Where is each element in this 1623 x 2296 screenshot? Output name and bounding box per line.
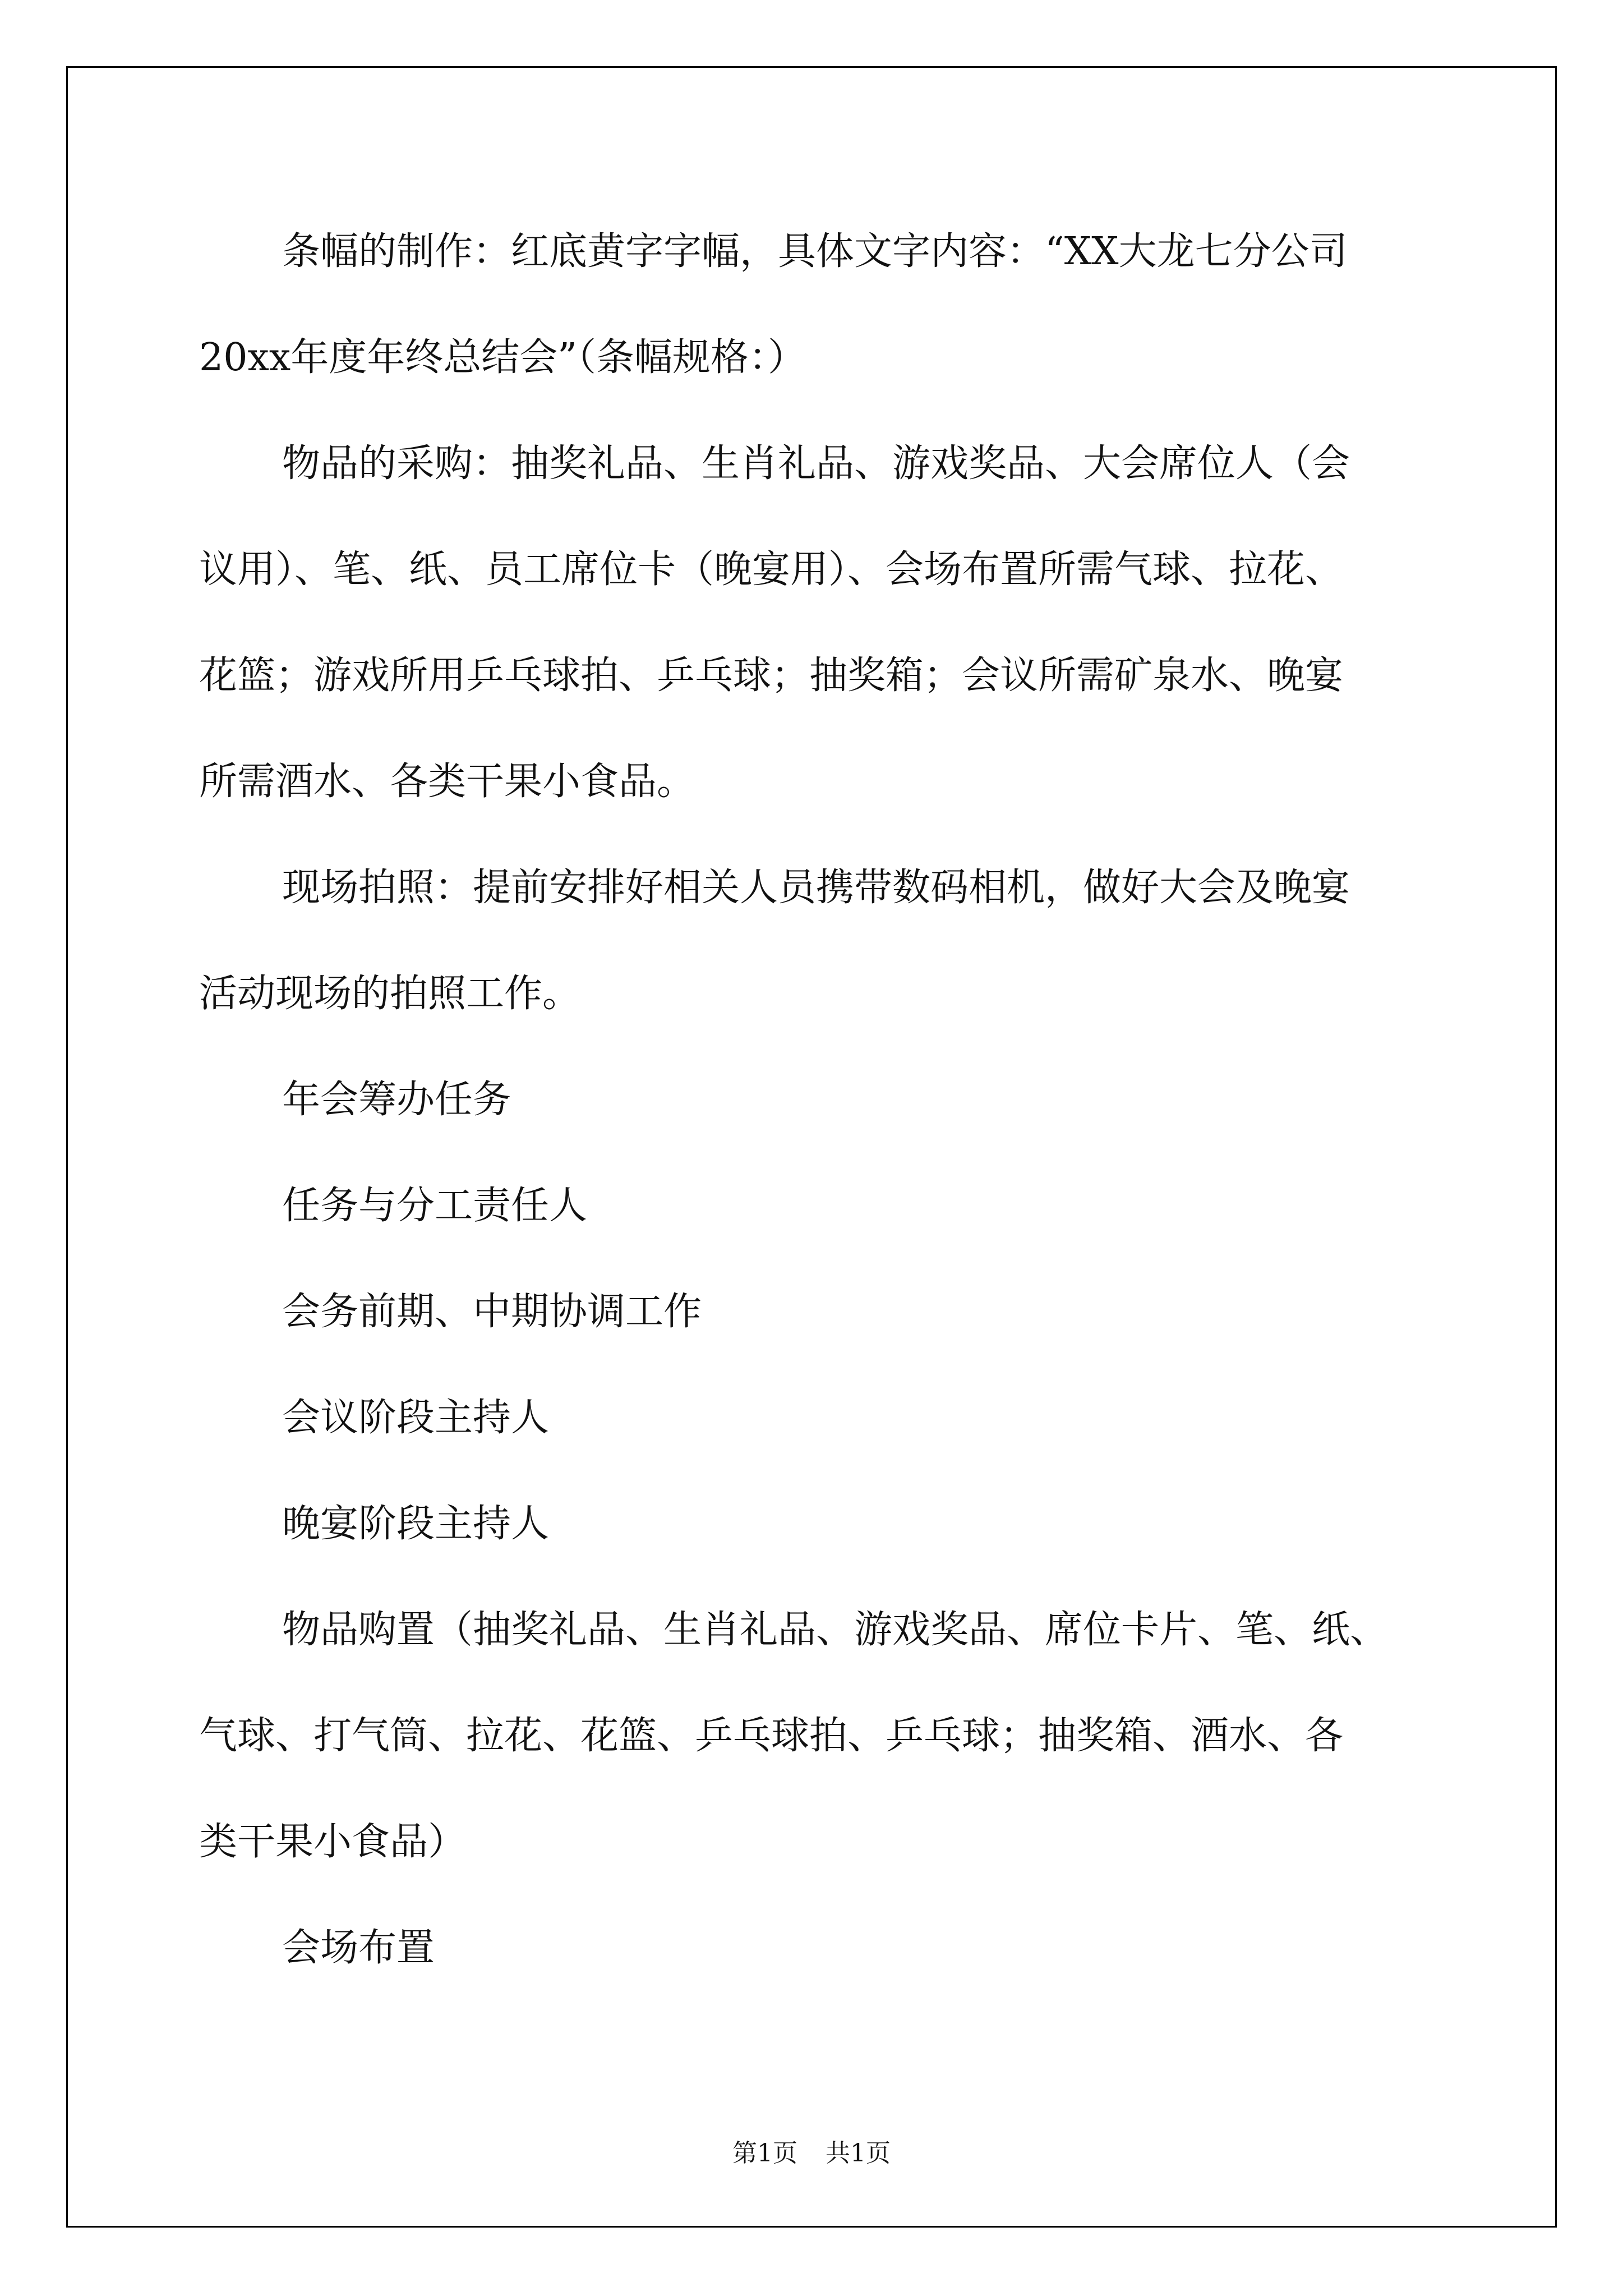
paragraph-5: 任务与分工责任人 bbox=[282, 1184, 588, 1228]
paragraph-6: 会务前期、中期协调工作 bbox=[282, 1290, 702, 1334]
paragraph-2-line-3: 花篮；游戏所用乒乓球拍、乒乓球；抽奖箱；会议所需矿泉水、晚宴 bbox=[199, 654, 1344, 698]
paragraph-8: 晚宴阶段主持人 bbox=[282, 1502, 550, 1546]
paragraph-2-line-2: 议用）、笔、纸、员工席位卡（晚宴用）、会场布置所需气球、拉花、 bbox=[199, 547, 1344, 592]
page-number-total: 共1页 bbox=[826, 2139, 891, 2168]
paragraph-9-line-2: 气球、打气筒、拉花、花篮、乒乓球拍、乒乓球；抽奖箱、酒水、各 bbox=[199, 1714, 1344, 1758]
page-number-current: 第1页 bbox=[732, 2139, 797, 2168]
paragraph-2-line-1: 物品的采购：抽奖礼品、生肖礼品、游戏奖品、大会席位人（会 bbox=[282, 441, 1350, 486]
paragraph-9-line-1: 物品购置（抽奖礼品、生肖礼品、游戏奖品、席位卡片、笔、纸、 bbox=[282, 1608, 1389, 1652]
page-footer bbox=[0, 2133, 1623, 2169]
paragraph-3-line-1: 现场拍照：提前安排好相关人员携带数码相机，做好大会及晚宴 bbox=[282, 866, 1350, 910]
paragraph-10: 会场布置 bbox=[282, 1926, 435, 1970]
page-border bbox=[66, 66, 1557, 2228]
paragraph-9-line-3: 类干果小食品） bbox=[199, 1820, 467, 1864]
paragraph-3-line-2: 活动现场的拍照工作。 bbox=[199, 972, 581, 1016]
paragraph-1-line-1: 条幅的制作：红底黄字字幅，具体文字内容：“XX大龙七分公司 bbox=[282, 229, 1348, 274]
paragraph-4: 年会筹办任务 bbox=[282, 1078, 511, 1122]
paragraph-1-line-2: 20xx年度年终总结会”（条幅规格：） bbox=[199, 335, 806, 380]
paragraph-7: 会议阶段主持人 bbox=[282, 1396, 550, 1440]
paragraph-2-line-4: 所需酒水、各类干果小食品。 bbox=[199, 760, 695, 804]
